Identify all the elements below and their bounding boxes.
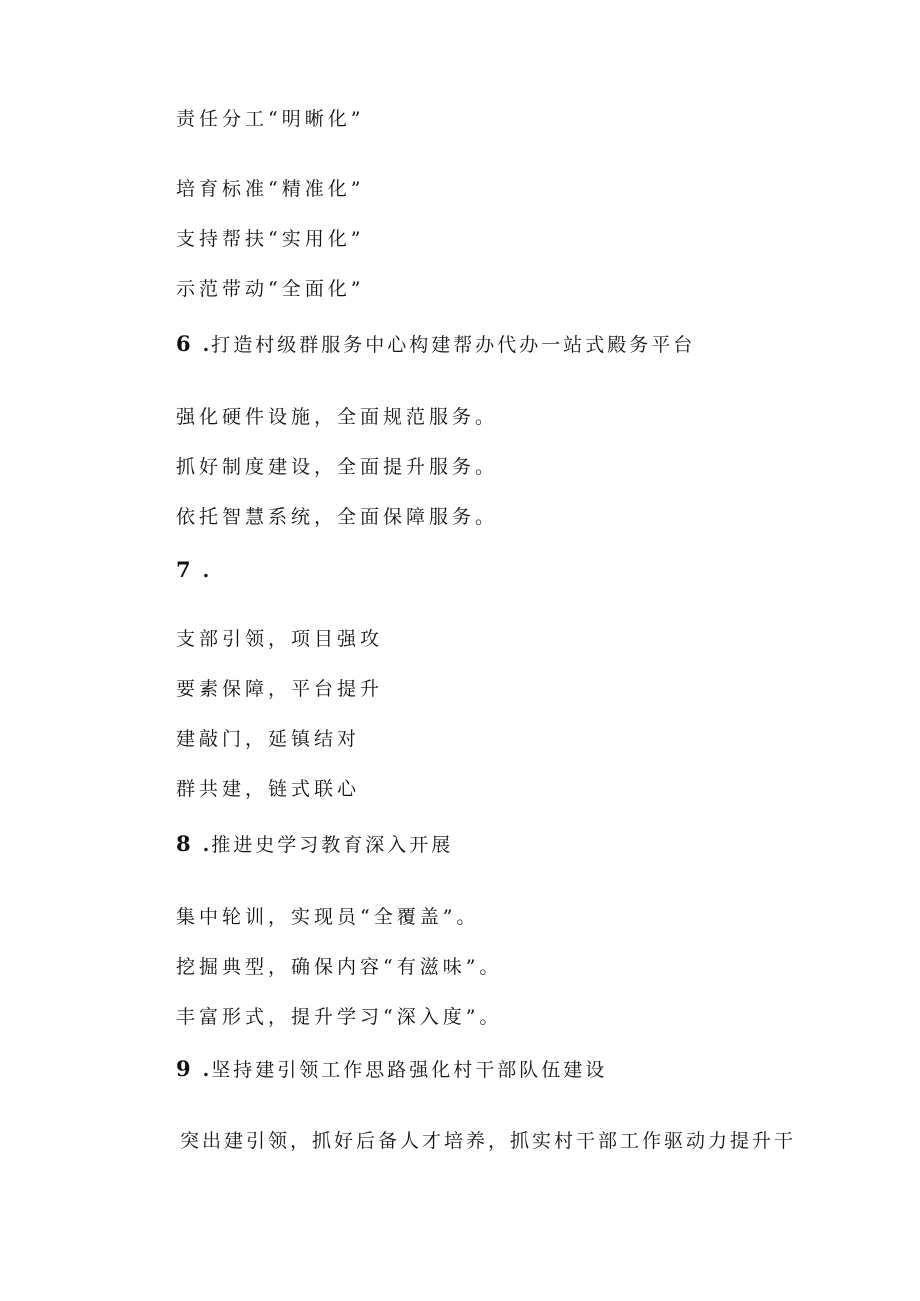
section-number: 7 bbox=[176, 557, 191, 582]
paragraph-line: 集中轮训，实现员“全覆盖”。 bbox=[176, 906, 480, 928]
paragraph-line: 示范带动“全面化” bbox=[176, 278, 365, 300]
paragraph-line: 突出建引领，抓好后备人才培养，抓实村干部工作驱动力提升干 bbox=[180, 1130, 797, 1152]
section-title: 打造村级群服务中心构建帮办代办一站式殿务平台 bbox=[211, 334, 696, 356]
section-dot: . bbox=[202, 1059, 210, 1081]
section-number: 9 bbox=[176, 1056, 191, 1081]
section-dot: . bbox=[202, 334, 210, 356]
section-dot: . bbox=[202, 834, 210, 856]
paragraph-line: 责任分工“明晰化” bbox=[176, 108, 365, 130]
paragraph-line: 强化硬件设施，全面规范服务。 bbox=[176, 406, 499, 428]
paragraph-line: 支部引领，项目强攻 bbox=[176, 628, 384, 650]
section-heading-8 bbox=[176, 832, 453, 857]
section-number: 6 bbox=[176, 331, 191, 356]
paragraph-line: 建敲门，延镇结对 bbox=[176, 728, 361, 750]
section-dot: . bbox=[202, 560, 210, 582]
section-heading-7 bbox=[176, 558, 211, 583]
paragraph-line: 丰富形式，提升学习“深入度”。 bbox=[176, 1006, 503, 1028]
paragraph-line: 要素保障，平台提升 bbox=[176, 678, 384, 700]
section-number: 8 bbox=[176, 831, 191, 856]
paragraph-line: 培育标准“精准化” bbox=[176, 178, 365, 200]
section-title: 坚持建引领工作思路强化村干部队伍建设 bbox=[211, 1059, 608, 1081]
section-heading-6 bbox=[176, 332, 695, 357]
section-heading-9 bbox=[176, 1057, 607, 1082]
paragraph-line: 支持帮扶“实用化” bbox=[176, 228, 365, 250]
paragraph-line: 挖掘典型，确保内容“有滋味”。 bbox=[176, 956, 503, 978]
section-title: 推进史学习教育深入开展 bbox=[211, 834, 454, 856]
paragraph-line: 抓好制度建设，全面提升服务。 bbox=[176, 456, 499, 478]
paragraph-line: 依托智慧系统，全面保障服务。 bbox=[176, 506, 499, 528]
paragraph-line: 群共建，链式联心 bbox=[176, 778, 361, 800]
